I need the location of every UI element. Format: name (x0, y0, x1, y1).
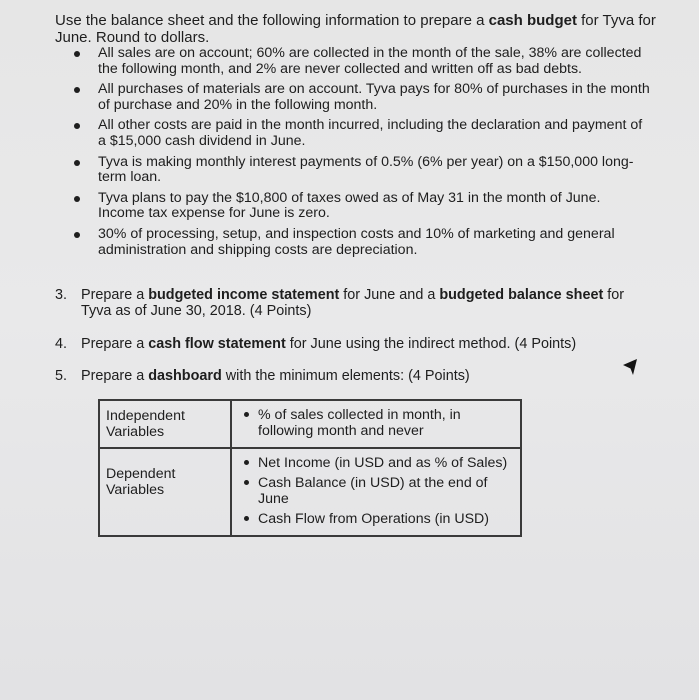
independent-label-cell (99, 400, 231, 448)
dependent-label-line1: Dependent (106, 466, 176, 482)
task-item-5 (55, 368, 655, 384)
list-item (70, 191, 650, 222)
bullet-icon (74, 51, 80, 57)
task-item-4 (55, 336, 655, 352)
list-item (70, 46, 650, 77)
dependent-label-line2: Variables (106, 482, 165, 498)
task-text-bold: budgeted income statement (148, 287, 340, 303)
independent-items-cell (231, 400, 521, 448)
task-text-line2: Tyva as of June 30, 2018. (4 Points) (81, 303, 312, 319)
list-item-text: Tyva plans to pay the $10,800 of taxes owed as of May 31 in the month of June. Income tax expense for June is zero. (98, 189, 601, 222)
assumption-list (70, 46, 650, 263)
list-item (240, 511, 514, 527)
intro-paragraph (55, 12, 665, 46)
independent-label-line1: Independent (106, 408, 185, 424)
task-text-mid: for June and a (339, 287, 440, 303)
list-item (240, 475, 514, 507)
list-item-text: All sales are on account; 60% are collected in the month of the sale, 38% are collected the following month, and 2% are never collected and written off as bad debts. (98, 45, 642, 77)
bullet-icon (74, 196, 80, 202)
task-text-pre: Prepare a (81, 368, 149, 384)
list-item-text: Cash Flow from Operations (in USD) (258, 511, 490, 527)
task-text-post: with the minimum elements: (4 Points) (221, 368, 470, 384)
task-text-post: for (603, 287, 625, 303)
task-number: 4. (55, 336, 68, 352)
task-text-bold: dashboard (148, 368, 222, 384)
table-row (99, 400, 521, 448)
bullet-icon (74, 160, 80, 166)
bullet-icon (244, 480, 249, 485)
task-text-post: for June using the indirect method. (4 Points) (285, 336, 577, 352)
list-item (240, 407, 514, 439)
list-item-text: Cash Balance (in USD) at the end of June (258, 475, 488, 507)
intro-suffix: for Tyva for June. Round to dollars. (55, 12, 656, 46)
bullet-icon (74, 87, 80, 93)
bullet-icon (244, 516, 249, 521)
dependent-items-cell (231, 448, 521, 536)
list-item (240, 455, 514, 471)
list-item (70, 82, 650, 113)
task-item-3 (55, 287, 655, 319)
intro-bold: cash budget (488, 12, 577, 29)
dependent-label-cell (99, 448, 231, 536)
list-item-text: All purchases of materials are on account. Tyva pays for 80% of purchases in the month of purchase and 20% in the following month. (98, 81, 650, 113)
bullet-icon (74, 232, 80, 238)
list-item-text: Tyva is making monthly interest payments of 0.5% (6% per year) on a $150,000 long-term loan. (98, 153, 634, 186)
task-text-pre: Prepare a (81, 336, 149, 352)
task-number: 3. (55, 287, 68, 303)
variables-table (98, 399, 522, 537)
intro-prefix: Use the balance sheet and the following information to prepare a (55, 12, 489, 29)
bullet-icon (244, 412, 249, 417)
mouse-pointer-icon (621, 357, 639, 379)
list-item (70, 155, 650, 186)
task-text-pre: Prepare a (81, 287, 149, 303)
task-text-bold: cash flow statement (148, 336, 286, 352)
task-number: 5. (55, 368, 68, 384)
list-item-text: % of sales collected in month, in following month and never (258, 407, 461, 439)
task-text-bold-2: budgeted balance sheet (439, 287, 604, 303)
bullet-icon (74, 123, 80, 129)
bullet-icon (244, 460, 249, 465)
table-row (99, 448, 521, 536)
list-item-text: 30% of processing, setup, and inspection costs and 10% of marketing and general administration and shipping costs are depreciation. (98, 225, 615, 258)
list-item-text: Net Income (in USD and as % of Sales) (258, 455, 508, 471)
independent-label-line2: Variables (106, 424, 165, 440)
list-item-text: All other costs are paid in the month incurred, including the declaration and payment of a $15,000 cash dividend in June. (98, 117, 643, 149)
list-item (70, 118, 650, 149)
list-item (70, 227, 650, 258)
